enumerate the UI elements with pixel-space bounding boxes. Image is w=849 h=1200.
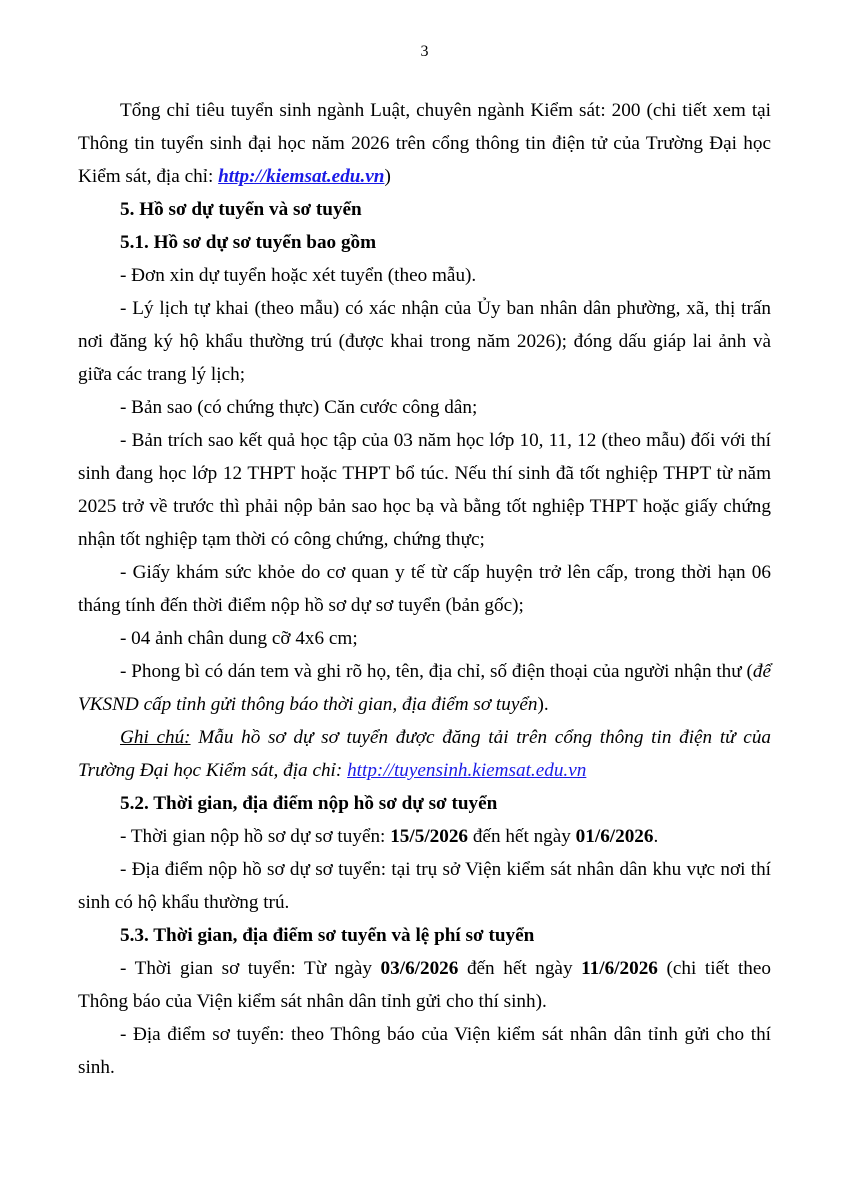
paragraph-intro xyxy=(78,94,771,193)
intro-close: ) xyxy=(384,166,391,188)
deadline-start-date: 15/5/2026 xyxy=(390,826,469,848)
list-item-7-italic: để VKSND cấp tỉnh gửi thông báo thời gian, địa điểm sơ tuyển xyxy=(78,661,771,716)
item-5-3-1-text-b: đến hết ngày xyxy=(458,958,582,980)
intro-text: Tổng chỉ tiêu tuyển sinh ngành Luật, chuyên ngành Kiểm sát: 200 (chi tiết xem tại Thông tin tuyển sinh đại học năm 2026 trên cổng thông tin điện tử của Trường Đại học Kiểm sát, địa chỉ: xyxy=(78,100,771,188)
note-paragraph xyxy=(78,721,771,787)
item-5-2-1-text-c: . xyxy=(653,826,659,848)
list-item-7 xyxy=(78,655,771,721)
page-number: 3 xyxy=(420,43,429,60)
item-5-2-1-text-b: đến hết ngày xyxy=(468,826,576,848)
heading-section-5-1: 5.1. Hồ sơ dự sơ tuyển bao gồm xyxy=(120,232,377,254)
list-item-6: - 04 ảnh chân dung cỡ 4x6 cm; xyxy=(120,628,358,650)
list-item-5: - Giấy khám sức khỏe do cơ quan y tế từ cấp huyện trở lên cấp, trong thời hạn 06 tháng tính đến thời điểm nộp hồ sơ dự sơ tuyển (bản gốc); xyxy=(78,562,771,617)
list-item-1: - Đơn xin dự tuyển hoặc xét tuyển (theo mẫu). xyxy=(120,265,477,287)
note-text: Mẫu hồ sơ dự sơ tuyển được đăng tải trên cổng thông tin điện tử của Trường Đại học Kiểm sát, địa chỉ: xyxy=(78,727,772,782)
item-5-3-1-text-c: (chi tiết theo Thông báo của Viện kiểm sát nhân dân tỉnh gửi cho thí sinh). xyxy=(78,958,771,1013)
list-item-3: - Bản sao (có chứng thực) Căn cước công dân; xyxy=(120,397,478,419)
tuyensinh-link[interactable]: http://tuyensinh.kiemsat.edu.vn xyxy=(347,760,587,782)
heading-section-5-2: 5.2. Thời gian, địa điểm nộp hồ sơ dự sơ tuyển xyxy=(120,793,498,815)
exam-start-date: 03/6/2026 xyxy=(380,958,459,980)
item-5-3-1-text-a: - Thời gian sơ tuyển: Từ ngày xyxy=(120,958,381,980)
list-item-4: - Bản trích sao kết quả học tập của 03 năm học lớp 10, 11, 12 (theo mẫu) đối với thí sinh đang học lớp 12 THPT hoặc THPT bổ túc. Nếu thí sinh đã tốt nghiệp THPT từ năm 2025 trở về trước thì phải nộp bản sao học bạ và bằng tốt nghiệp THPT hoặc giấy chứng nhận tốt nghiệp tạm thời có công chứng, chứng thực; xyxy=(78,430,771,551)
document-body xyxy=(78,94,771,1084)
list-item-7-text-b: ). xyxy=(537,694,549,716)
deadline-end-date: 01/6/2026 xyxy=(575,826,654,848)
note-label: Ghi chú: xyxy=(120,727,191,749)
list-item-5-2-2: - Địa điểm nộp hồ sơ dự sơ tuyển: tại trụ sở Viện kiểm sát nhân dân khu vực nơi thí sinh có hộ khẩu thường trú. xyxy=(78,859,771,914)
list-item-5-2-1 xyxy=(78,820,771,853)
exam-end-date: 11/6/2026 xyxy=(581,958,658,980)
list-item-7-text-a: - Phong bì có dán tem và ghi rõ họ, tên, địa chỉ, số điện thoại của người nhận thư ( xyxy=(120,661,753,683)
list-item-2: - Lý lịch tự khai (theo mẫu) có xác nhận của Ủy ban nhân dân phường, xã, thị trấn nơi đăng ký hộ khẩu thường trú (được khai trong năm 2026); đóng dấu giáp lai ảnh và giữa các trang lý lịch; xyxy=(78,298,771,386)
heading-section-5-3: 5.3. Thời gian, địa điểm sơ tuyển và lệ phí sơ tuyển xyxy=(120,925,535,947)
kiemsat-link[interactable]: http://kiemsat.edu.vn xyxy=(218,166,385,188)
heading-section-5: 5. Hồ sơ dự tuyển và sơ tuyển xyxy=(120,199,362,221)
list-item-5-3-1 xyxy=(78,952,771,1018)
item-5-2-1-text-a: - Thời gian nộp hồ sơ dự sơ tuyển: xyxy=(120,826,391,848)
list-item-5-3-2: - Địa điểm sơ tuyển: theo Thông báo của Viện kiểm sát nhân dân tỉnh gửi cho thí sinh. xyxy=(78,1024,771,1079)
